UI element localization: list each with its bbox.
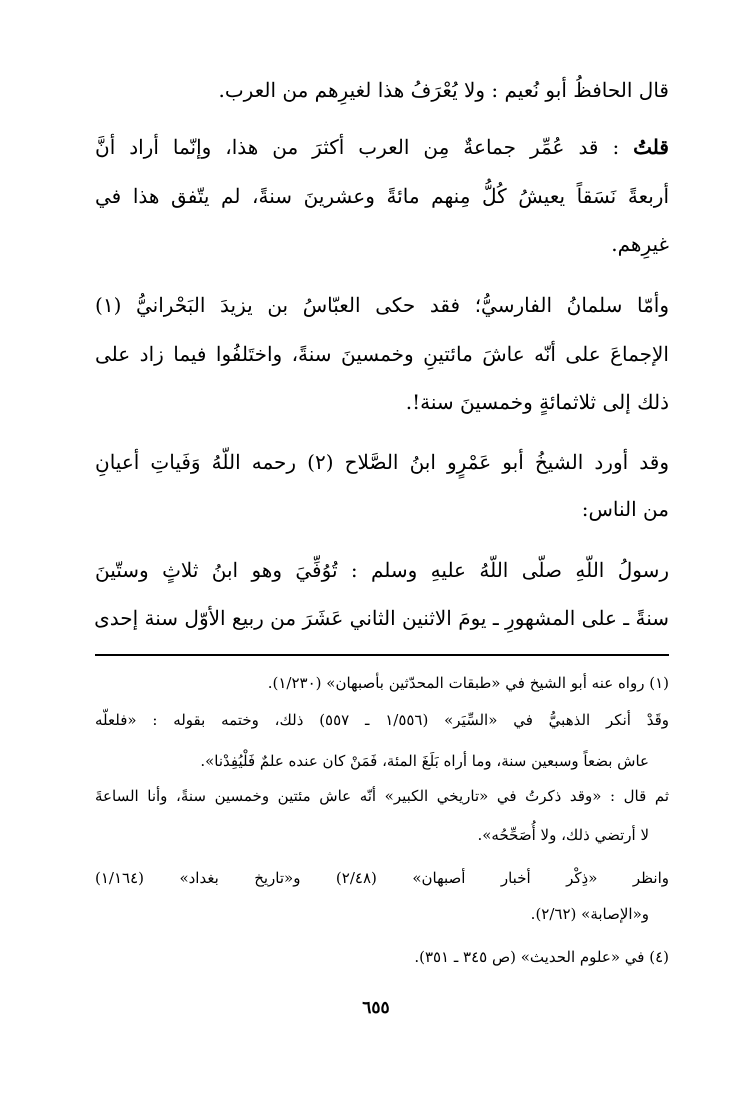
footnote-2-line-3: ثم قال : «وقد ذكرتُ في «تاريخي الكبير» أنّه عاش مئتين وخمسين سنةً، وأنا الساعةَ (95, 787, 669, 805)
footnote-2-line-4: لا أرتضي ذلك، ولا أُصَحِّحُه». (477, 826, 649, 844)
footnote-divider (95, 654, 669, 656)
main-text-line-2-rest: : قد عُمِّر جماعةٌ مِن العرب أكثرَ من هذا، وإنّما أراد أنَّ (95, 135, 634, 159)
main-text-line-6: الإجماعَ على أنّه عاشَ مائتينِ وخمسينَ سنةً، واختَلفُوا فيما زاد على (95, 342, 669, 366)
main-text-line-3: أربعةً نَسَقاً يعيشُ كُلُّ مِنهم مائةً وعشرينَ سنةً، لم يتّفق هذا في (95, 184, 669, 208)
main-text-line-1: قال الحافظُ أبو نُعيم : ولا يُعْرَفُ هذا لغيرِهم من العرب. (218, 78, 669, 102)
qultu-heading: قلتُ (633, 135, 669, 159)
footnote-2-line-2: عاش بضعاً وسبعين سنة، وما أراه بَلَغَ المئة، فَمَنْ كان عنده علمٌ فَلْيُفِدْنا». (200, 752, 649, 770)
book-page (95, 0, 669, 1095)
main-text-line-9: من الناس: (581, 497, 669, 521)
main-text-line-5: وأمّا سلمانُ الفارسيُّ؛ فقد حكى العبّاسُ بن يزيدَ البَحْرانيُّ (١) (95, 293, 669, 317)
footnote-2-line-1: وقَدْ أنكر الذهبيُّ في «السِّيَر» (١/٥٥٦ ـ ٥٥٧) ذلك، وختمه بقوله : «فلعلّه (95, 711, 669, 729)
main-text-line-11: سنةً ـ على المشهورِ ـ يومَ الاثنين الثاني عَشَرَ من ربيع الأوّل سنة إحدى (94, 606, 669, 630)
footnote-3-line-1: وانظر «ذِكْر أخبار أصبهان» (٢/٤٨) و«تاريخ بغداد» (١/١٦٤) (95, 869, 669, 887)
main-text-line-7: ذلك إلى ثلاثمائةٍ وخمسينَ سنة!. (405, 390, 669, 414)
main-text-line-8: وقد أورد الشيخُ أبو عَمْرٍو ابنُ الصَّلاح (٢) رحمه اللّهُ وَفَياتِ أعيانِ (95, 450, 669, 474)
footnote-3-line-2: و«الإصابة» (٢/٦٢). (530, 905, 649, 923)
main-text-line-4: غيرِهم. (611, 232, 669, 256)
main-text-line-10: رسولُ اللّهِ صلّى اللّهُ عليهِ وسلم : تُوُفِّيَ وهو ابنُ ثلاثٍ وستّينَ (95, 558, 669, 582)
main-text-line-2 (95, 137, 669, 157)
footnote-1: (١) رواه عنه أبو الشيخ في «طبقات المحدّثين بأصبهان» (١/٢٣٠). (267, 674, 669, 692)
page-number: ٦٥٥ (362, 998, 390, 1018)
footnote-4: (٤) في «علوم الحديث» (ص ٣٤٥ ـ ٣٥١). (414, 948, 669, 966)
